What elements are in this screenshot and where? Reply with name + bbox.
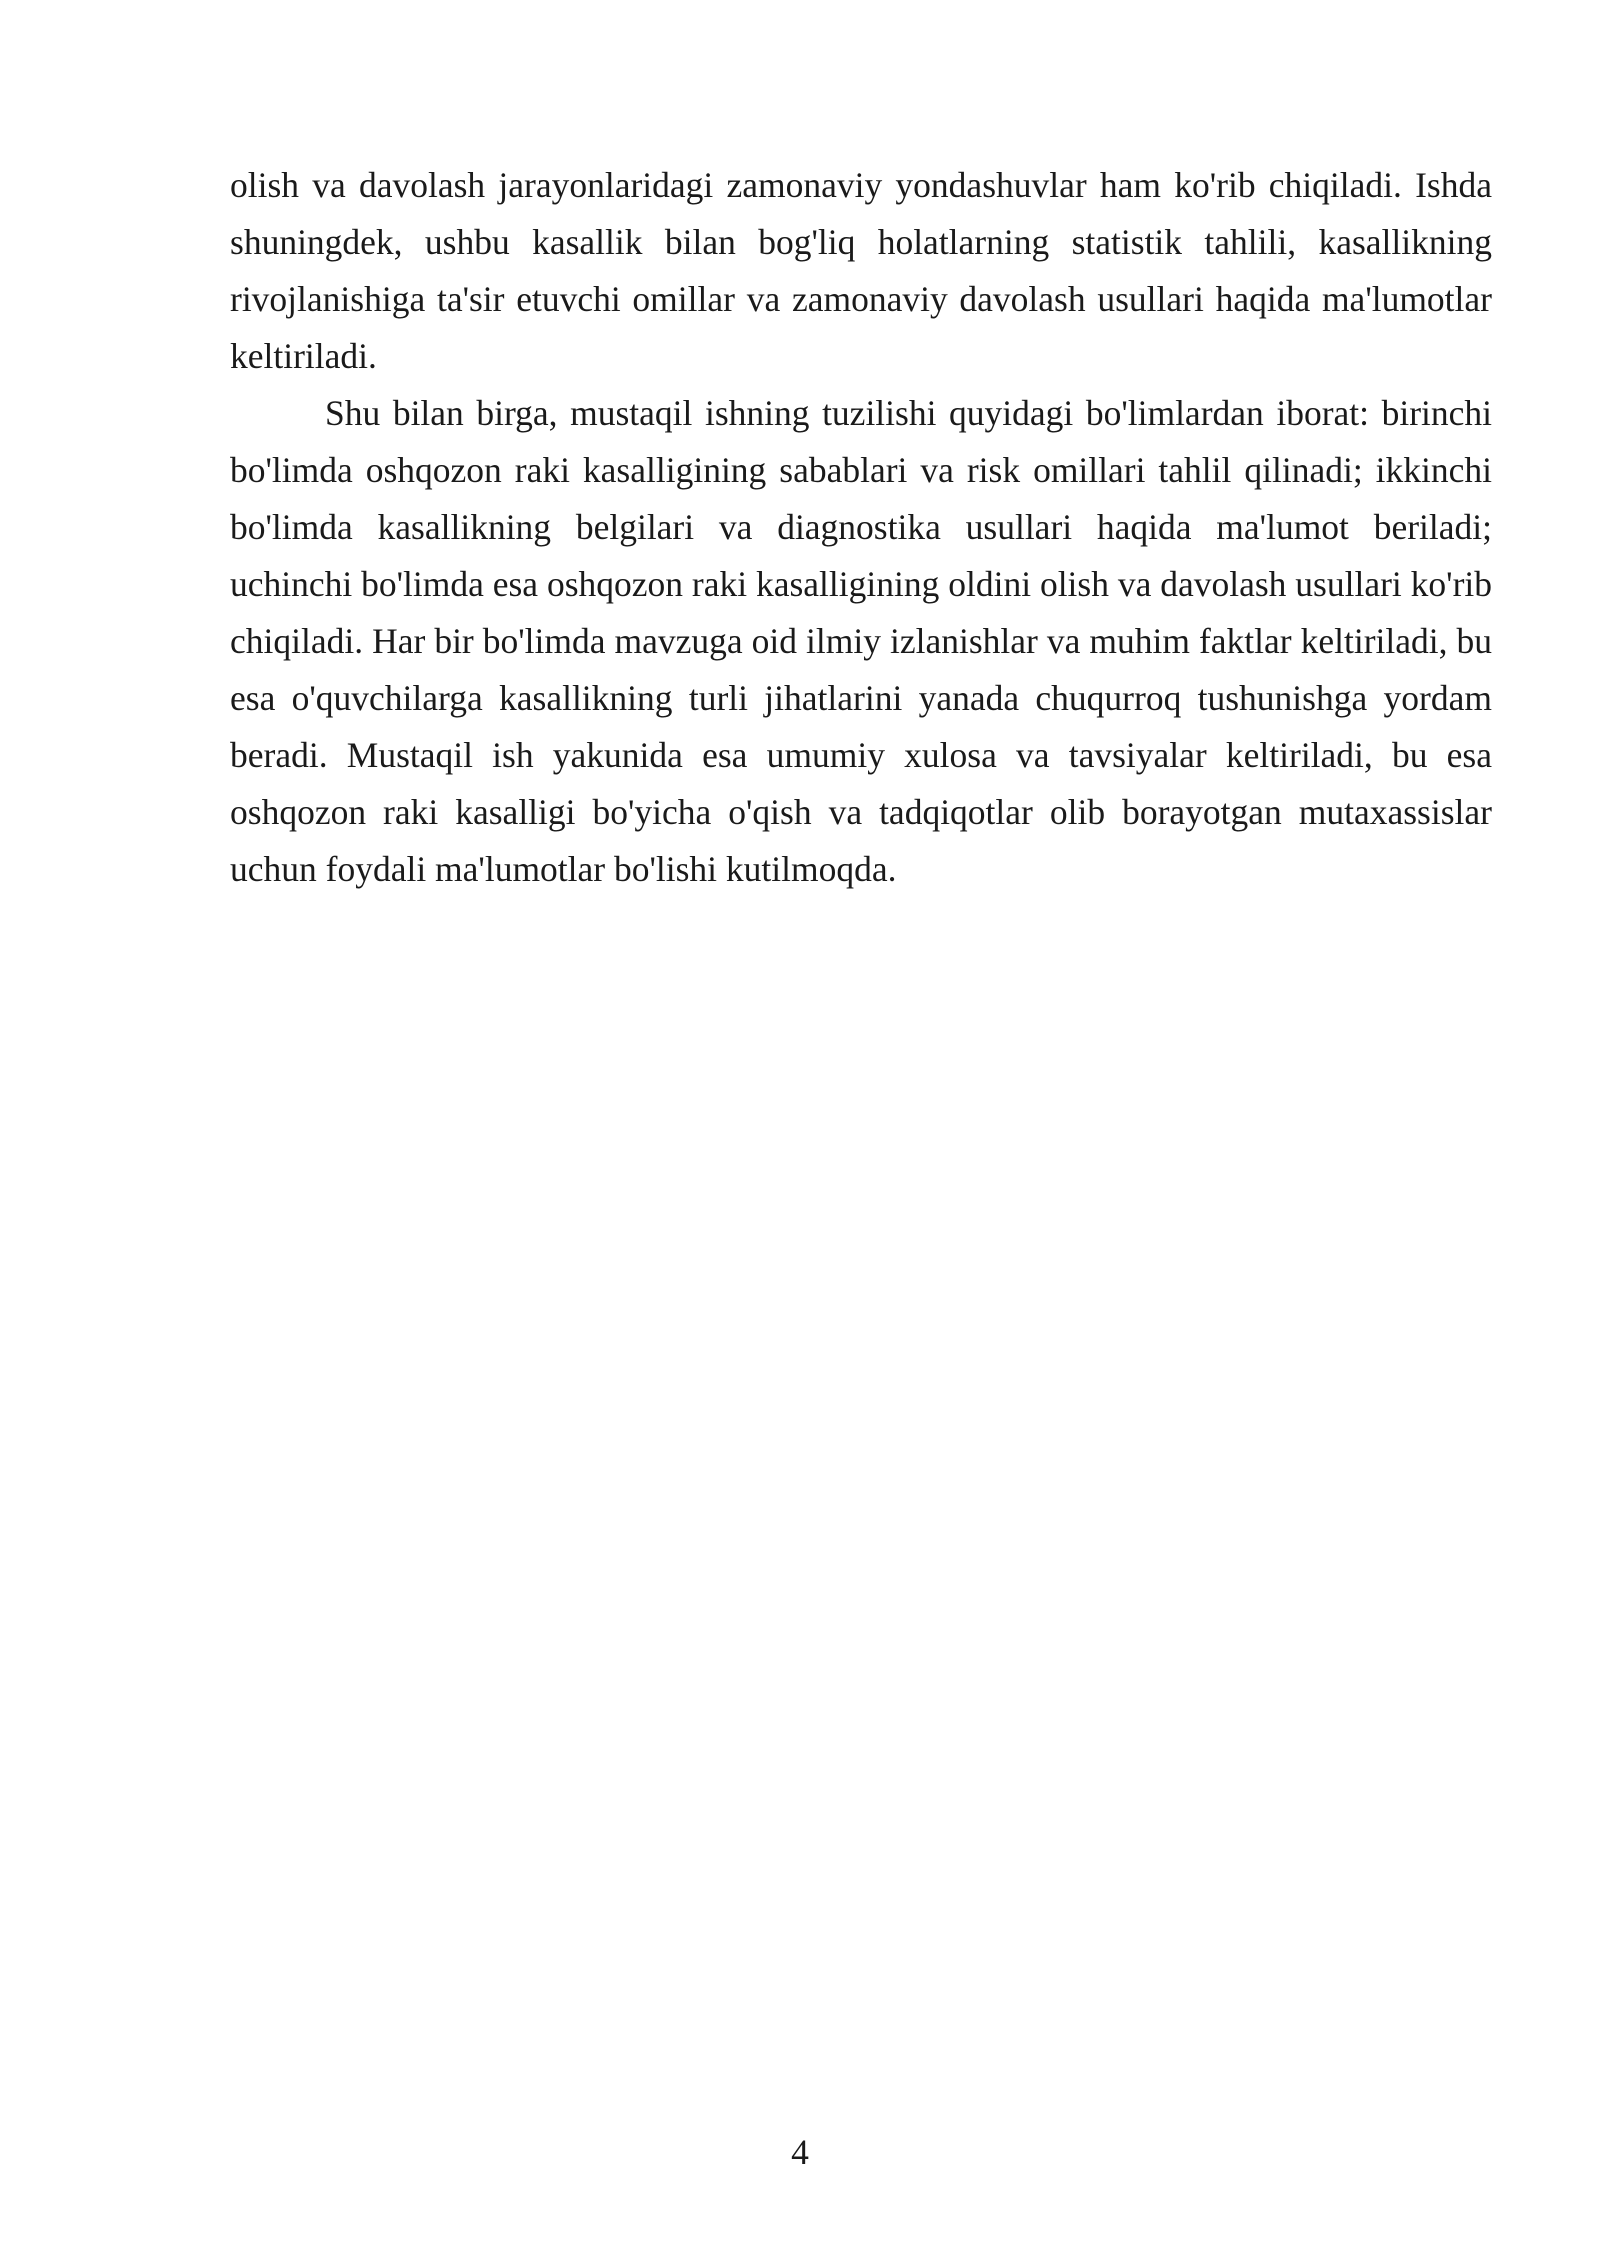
body-text: [230, 157, 1492, 898]
paragraph-structure: Shu bilan birga, mustaqil ishning tuzilishi quyidagi bo'limlardan iborat: birinchi bo'limda oshqozon raki kasalligining sabablari va risk omillari tahlil qilinadi; ikkinchi bo'limda kasallikning belgilari va diagnostika usullari haqida ma'lumot beriladi; uchinchi bo'limda esa oshqozon raki kasalligining oldini olish va davolash usullari ko'rib chiqiladi. Har bir bo'limda mavzuga oid ilmiy izlanishlar va muhim faktlar keltiriladi, bu esa o'quvchilarga kasallikning turli jihatlarini yanada chuqurroq tushunishga yordam beradi. Mustaqil ish yakunida esa umumiy xulosa va tavsiyalar keltiriladi, bu esa oshqozon raki kasalligi bo'yicha o'qish va tadqiqotlar olib borayotgan mutaxassislar uchun foydali ma'lumotlar bo'lishi kutilmoqda.: [230, 393, 1492, 889]
page-number: 4: [791, 2132, 809, 2172]
paragraph-continuation: olish va davolash jarayonlaridagi zamonaviy yondashuvlar ham ko'rib chiqiladi. Ishda shuningdek, ushbu kasallik bilan bog'liq holatlarning statistik tahlili, kasallikning rivojlanishiga ta'sir etuvchi omillar va zamonaviy davolash usullari haqida ma'lumotlar keltiriladi.: [230, 165, 1492, 376]
